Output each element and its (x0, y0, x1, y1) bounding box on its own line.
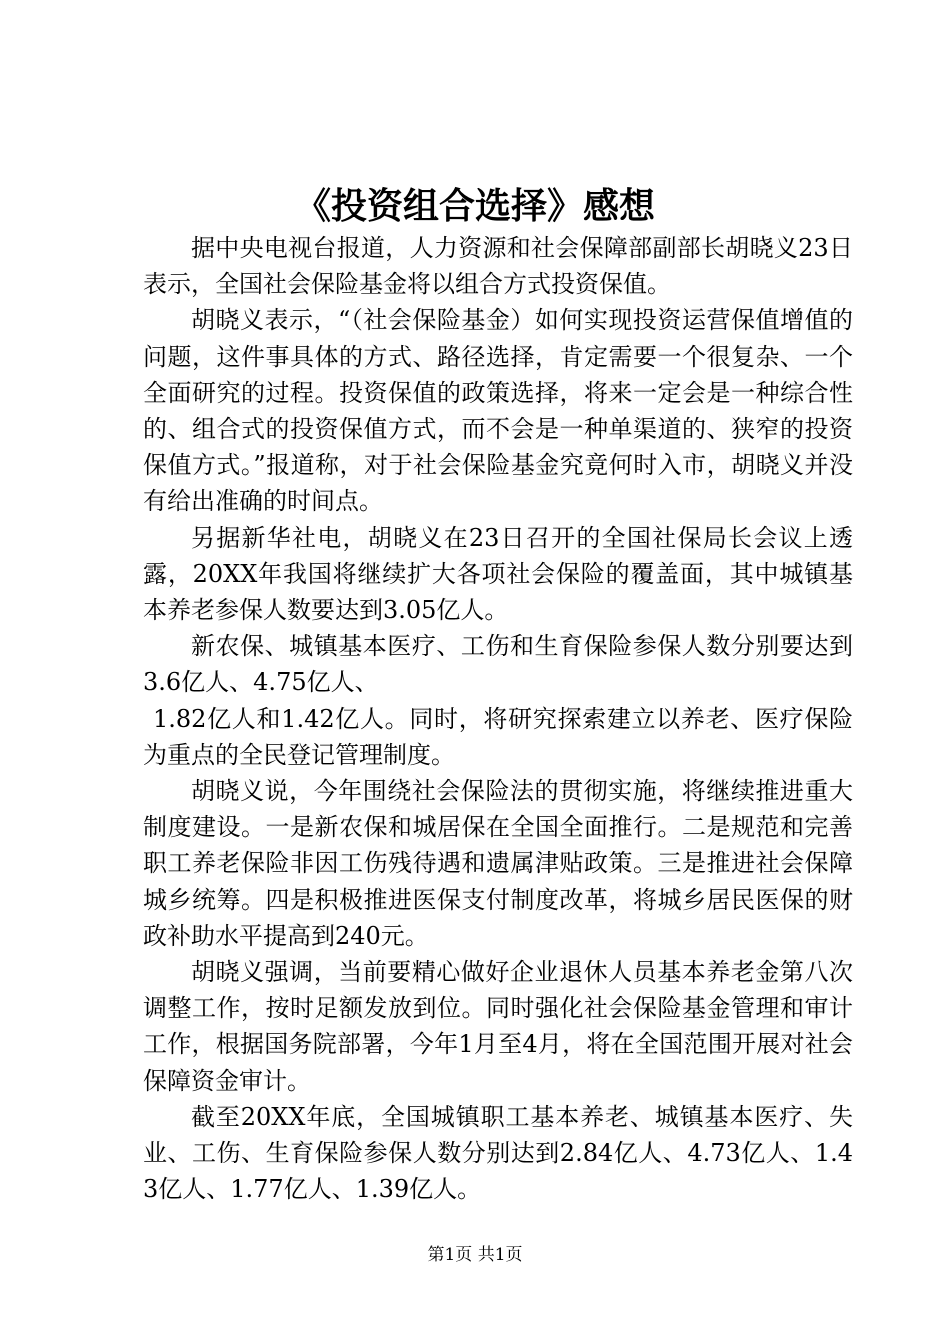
document-title: 《投资组合选择》感想 (294, 185, 655, 227)
paragraph-continuation: 1.82亿人和1.42亿人。同时，将研究探索建立以养老、医疗保险为重点的全民登记管理制度。 (143, 704, 853, 769)
paragraph: 胡晓义说，今年围绕社会保险法的贯彻实施，将继续推进重大制度建设。一是新农保和城居保在全国全面推行。二是规范和完善职工养老保险非因工伤残待遇和遗属津贴政策。三是推进社会保障城乡统筹。四是积极推进医保支付制度改革，将城乡居民医保的财政补助水平提高到240元。 (143, 777, 853, 950)
paragraph: 胡晓义强调，当前要精心做好企业退休人员基本养老金第八次调整工作，按时足额发放到位。同时强化社会保险基金管理和审计工作，根据国务院部署，今年1月至4月，将在全国范围开展对社会保障资金审计。 (143, 958, 853, 1095)
paragraph: 另据新华社电，胡晓义在23日召开的全国社保局长会议上透露，20XX年我国将继续扩大各项社会保险的覆盖面，其中城镇基本养老参保人数要达到3.05亿人。 (143, 523, 853, 625)
paragraph: 截至20XX年底，全国城镇职工基本养老、城镇基本医疗、失业、工伤、生育保险参保人数分别达到2.84亿人、4.73亿人、1.43亿人、1.77亿人、1.39亿人。 (143, 1102, 853, 1204)
document-body (143, 230, 853, 1207)
paragraph: 新农保、城镇基本医疗、工伤和生育保险参保人数分别要达到3.6亿人、4.75亿人、 (143, 632, 853, 697)
page-number-footer: 第1页 共1页 (427, 1245, 523, 1265)
paragraph: 据中央电视台报道，人力资源和社会保障部副部长胡晓义23日表示，全国社会保险基金将以组合方式投资保值。 (143, 234, 853, 299)
paragraph: 胡晓义表示，“（社会保险基金）如何实现投资运营保值增值的问题，这件事具体的方式、路径选择，肯定需要一个很复杂、一个全面研究的过程。投资保值的政策选择，将来一定会是一种综合性的、组合式的投资保值方式，而不会是一种单渠道的、狭窄的投资保值方式。”报道称，对于社会保险基金究竟何时入市，胡晓义并没有给出准确的时间点。 (143, 306, 853, 516)
